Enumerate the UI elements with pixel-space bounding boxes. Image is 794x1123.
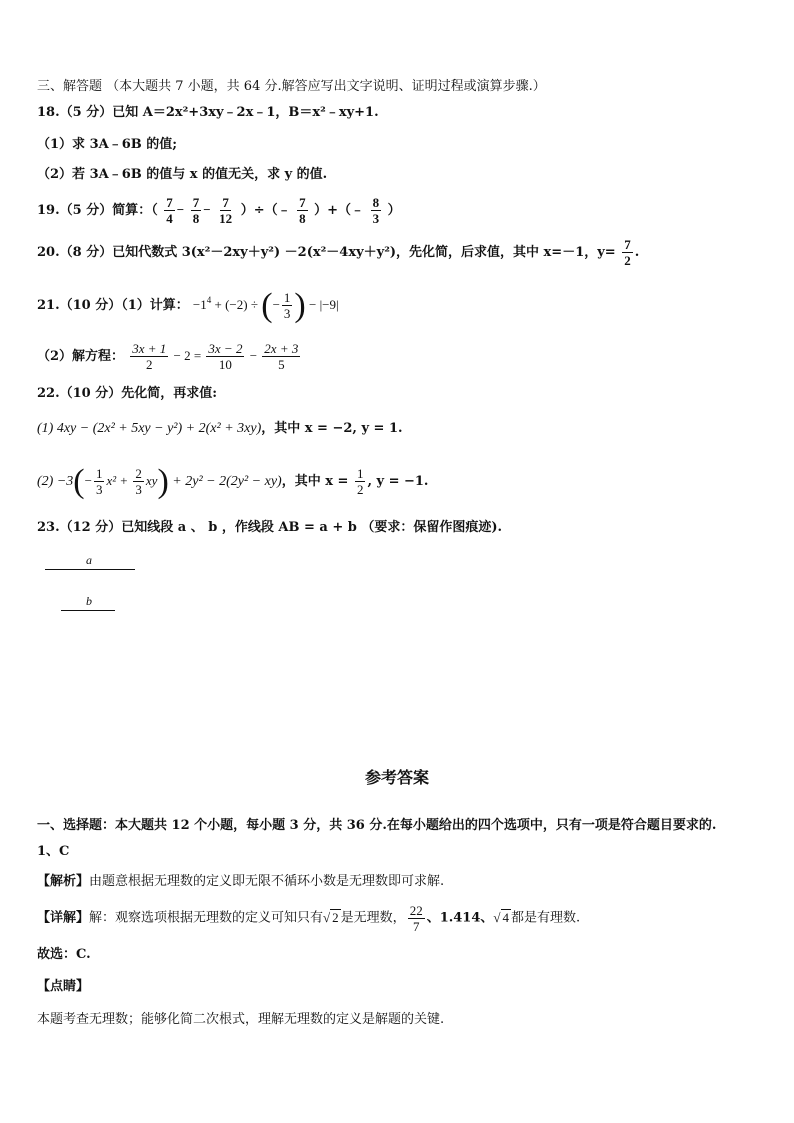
question-23 [37, 519, 502, 537]
q22-part-2-expr: + 2y² − 2(2y² − xy) [168, 474, 282, 489]
q18-text: 已知 A＝2x²+3xy﹣2x﹣1，B＝x²﹣xy+1. [112, 105, 379, 120]
detail-frac: $\frac{22}{7}$ [409, 902, 423, 934]
q22-frac-2: $\frac{2}{3}$ [135, 466, 142, 497]
detail-text-a: 解：观察选项根据无理数的定义可知只有 [89, 910, 324, 926]
q19-number: 19.（5 分） [37, 203, 113, 218]
q22-part-2: (2) −3(− $\frac{1}{3}$ x² + $\frac{2}{3}$ xy) + 2y² − 2(2y² − xy)，其中 x = $\frac{1}{2}$ , y = −1. [37, 462, 429, 500]
q21-exponent: 4 [206, 295, 212, 305]
q18-number: 18.（5 分） [37, 105, 113, 120]
comment-text: 本题考查无理数；能够化简二次根式，理解无理数的定义是解题的关键. [37, 1012, 445, 1027]
q21-eq-frac-2: $\frac{3x - 2}{10}$ [208, 341, 243, 372]
q22-number: 22.（10 分） [37, 386, 122, 401]
q21-part-2: （2）解方程： $\frac{3x + 1}{2}$ − 2 = $\frac{3x - 2}{10}$ − $\frac{2x + 3}{5}$ [37, 341, 299, 372]
q22-part-2-lead: (2) −3 [37, 474, 74, 489]
q22-part-1-cond: ，其中 x = −2, y = 1. [261, 421, 403, 436]
q19-mid-2: ）+（﹣ [314, 203, 365, 218]
q20-number: 20.（8 分） [37, 245, 113, 260]
answer-1-analysis [37, 873, 444, 891]
q20-tail: . [634, 245, 640, 260]
q21-eq-mid: − 2 = [170, 348, 205, 363]
answers-section-1: 一、选择题：本大题共 12 个小题，每小题 3 分，共 36 分.在每小题给出的四个选项中，只有一项是符合题目要求的. [37, 818, 717, 833]
segment-b-label: b [86, 594, 92, 608]
q22-part-1 [37, 420, 403, 438]
question-20 [37, 235, 639, 271]
q18-part-2: （2）若 3A﹣6B 的值与 x 的值无关，求 y 的值. [37, 167, 328, 182]
detail-text-d: 都是有理数. [511, 910, 581, 926]
answer-1-detail [37, 900, 580, 937]
q22-part-1-expr: (1) 4xy − (2x² + 5xy − y²) + 2(x² + 3xy) [37, 421, 262, 436]
segment-b [61, 610, 115, 611]
sqrt-2: √ 2 [323, 910, 339, 925]
q22-lead: 先化简，再求值: [121, 386, 218, 401]
q23-text: 已知线段 a 、 b ，作线段 AB = a + b （要求：保留作图痕迹). [121, 520, 503, 535]
q23-number: 23.（12 分） [37, 520, 122, 535]
q22-cond-frac: $\frac{1}{2}$ [356, 466, 364, 497]
q19-frac-4: $\frac{7}{8}$ [299, 195, 306, 226]
segment-a [45, 569, 135, 570]
q18-part-1: （1）求 3A﹣6B 的值; [37, 137, 178, 152]
answers-title: 参考答案 [364, 768, 429, 787]
q20-frac: $\frac{7}{2}$ [624, 237, 631, 268]
answer-1-choice: 故选：C. [37, 947, 91, 962]
q21-expr-b: + (−2) ÷ [211, 297, 262, 312]
q19-mid-1: ）÷（﹣ [240, 203, 291, 218]
q19-frac-1: $\frac{7}{4}$ [166, 195, 173, 226]
question-22 [37, 385, 217, 403]
section-3-header: 三、解答题 （本大题共 7 小题，共 64 分.解答应写出文字说明、证明过程或演算步骤.） [37, 79, 546, 94]
answer-1: 1、C [37, 844, 70, 859]
q21-expr-a: −1 [192, 297, 207, 312]
q20-text: 已知代数式 3(x²－2xy＋y²) －2(x²－4xy＋y²)，先化简，后求值，其中 x=－1，y= [112, 245, 616, 260]
sqrt-4: √ 4 [493, 910, 510, 925]
q21-eq-frac-1: $\frac{3x + 1}{2}$ [132, 341, 167, 372]
analysis-text: 由题意根据无理数的定义即无限不循环小数是无理数即可求解. [89, 874, 445, 889]
comment-tag: 【点睛】 [37, 979, 90, 994]
detail-tag: 【详解】 [37, 910, 90, 926]
q22-part-2-cond-a: ，其中 x = [281, 474, 353, 489]
detail-text-c: 、1.414、 [426, 910, 494, 926]
q21-eq-frac-3: $\frac{2x + 3}{5}$ [264, 341, 299, 372]
q21-frac: $\frac{1}{3}$ [283, 290, 291, 321]
q21-part-1-lead: （1）计算： [121, 298, 189, 313]
q19-tail: ） [387, 203, 401, 218]
q19-frac-3: $\frac{7}{12}$ [219, 195, 233, 226]
q19-frac-5: $\frac{8}{3}$ [372, 195, 380, 226]
question-19: 19.（5 分）简算：（ $\frac{7}{4}$ − $\frac{7}{8}$ − $\frac{7}{12}$ ）÷（﹣ $\frac{7}{8}$ ）+（﹣ $\frac{8}{3}$ ） [37, 195, 401, 226]
analysis-tag: 【解析】 [37, 874, 90, 889]
q21-expr-c: − |−9| [305, 297, 339, 312]
q21-number: 21.（10 分） [37, 298, 122, 313]
question-21: 21.（10 分）（1）计算： $-1^4 + (-2)$ ÷ (− $\frac{1}{3}$ ) − |−9| [37, 286, 339, 324]
q21-part-2-lead: （2）解方程： [37, 349, 125, 364]
q22-frac-1: $\frac{1}{3}$ [95, 466, 103, 497]
q19-frac-2: $\frac{7}{8}$ [192, 195, 200, 226]
segment-a-label: a [86, 553, 92, 567]
q19-lead: 简算：（ [112, 203, 158, 218]
question-18 [37, 104, 379, 122]
detail-text-b: 是无理数， [340, 910, 406, 926]
q22-part-2-cond-b: , y = −1. [367, 474, 429, 489]
